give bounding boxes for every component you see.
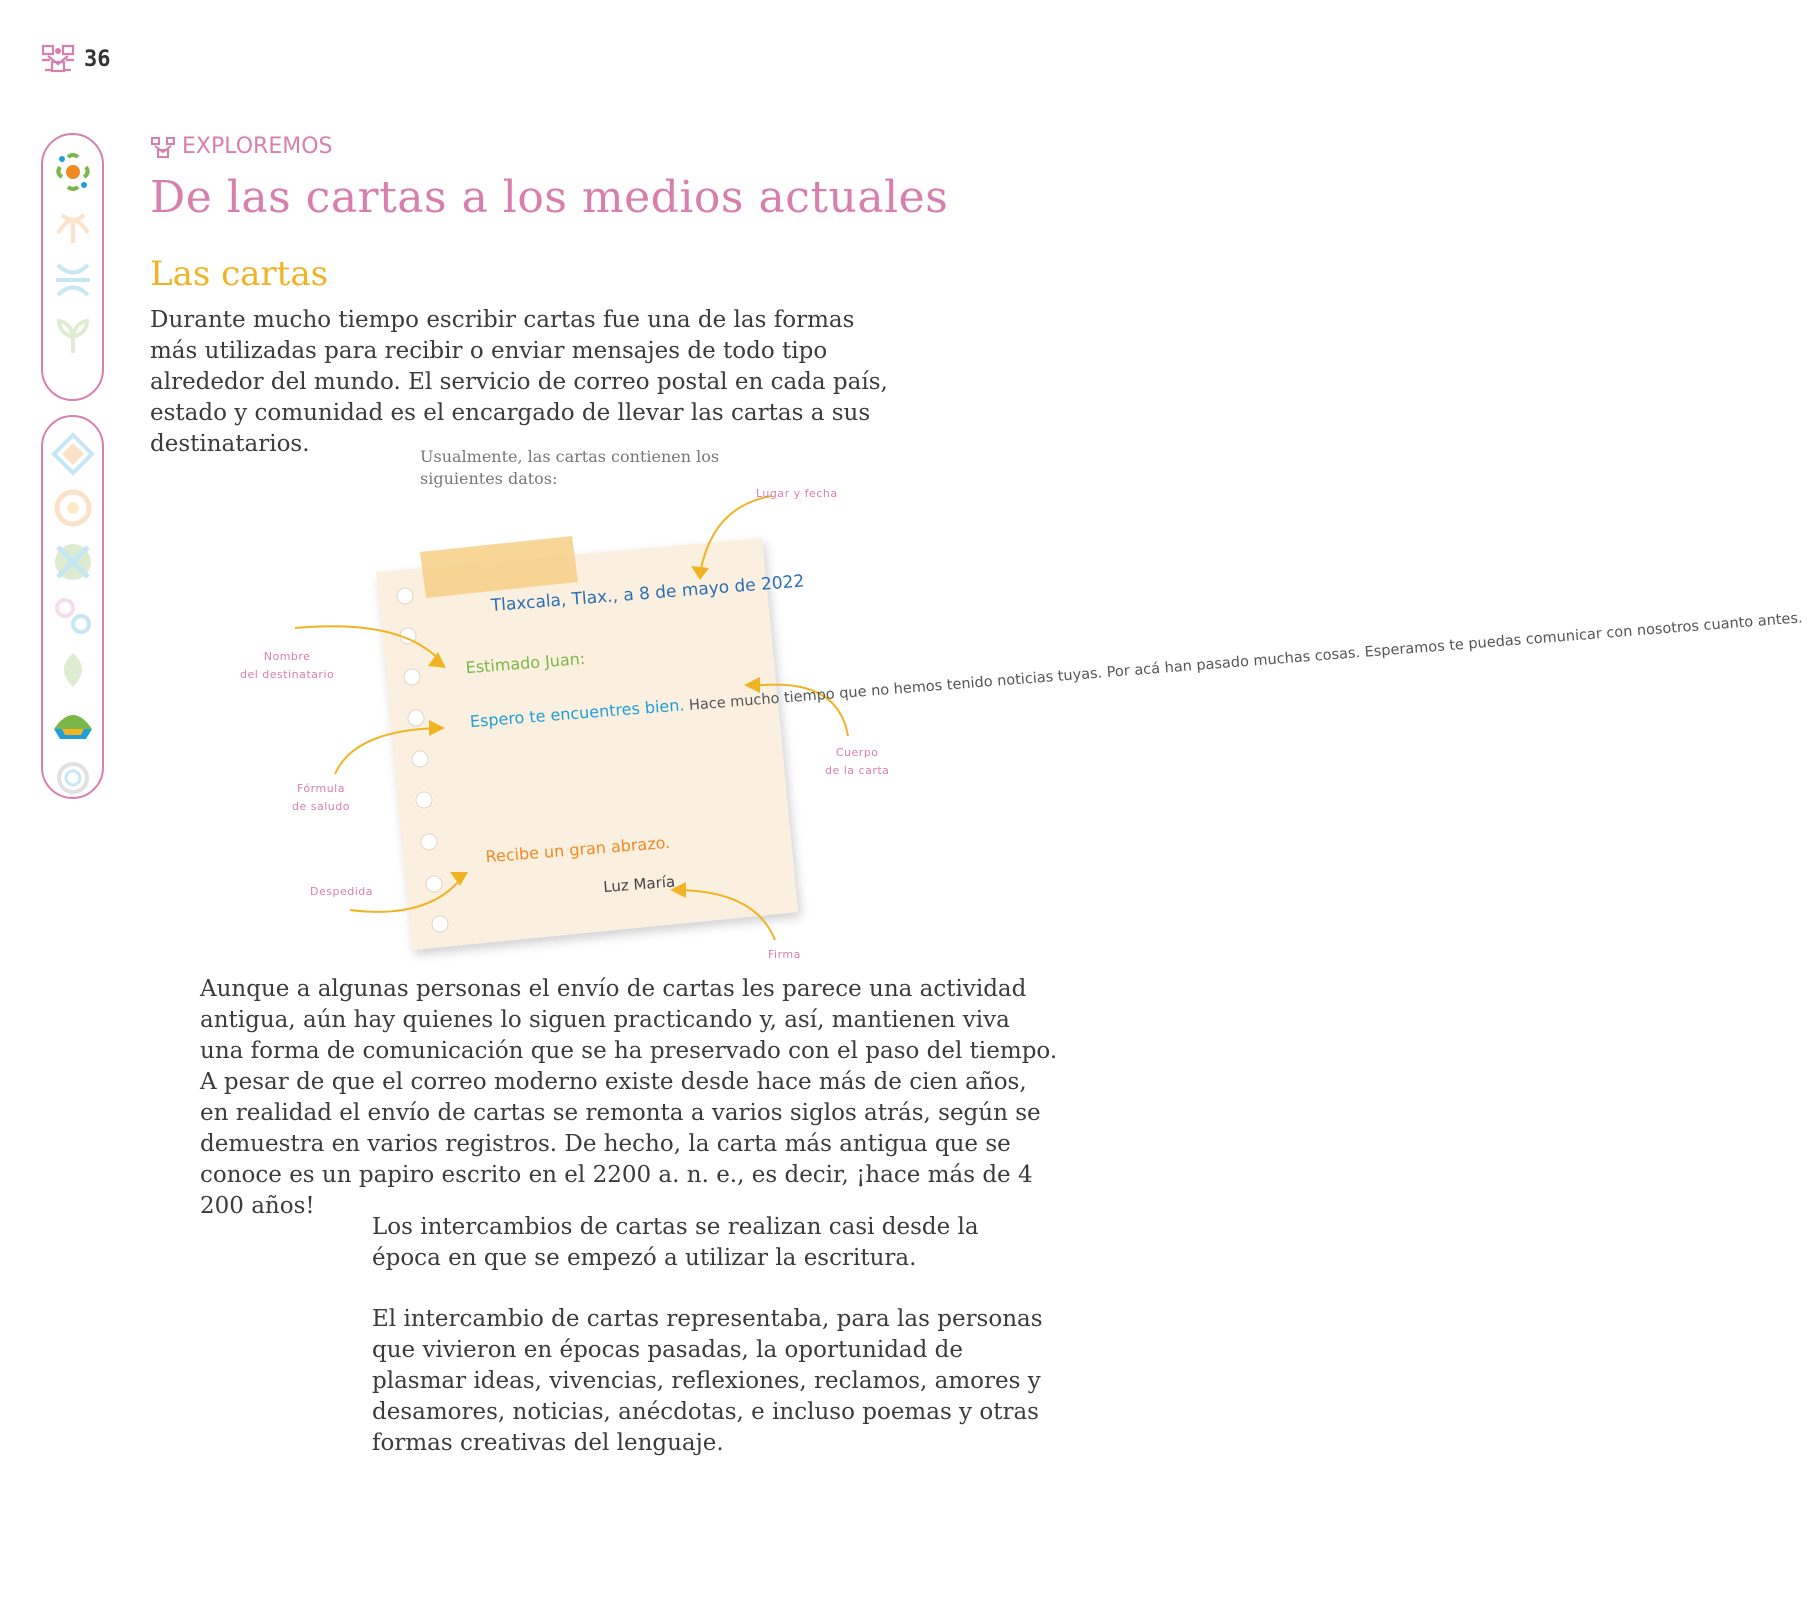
- chain-icon: [50, 593, 96, 639]
- label-greeting: [292, 780, 350, 816]
- subtitle: Las cartas: [150, 254, 329, 294]
- mound-icon: [50, 701, 96, 747]
- pattern-orange-icon: [50, 203, 96, 249]
- label-place-date: Lugar y fecha: [756, 487, 838, 500]
- body-paragraph-4: El intercambio de cartas representaba, para las personas que vivieron en épocas pasadas, la oportunidad de plasmar ideas, vivencias, reflexiones, reclamos, amores y desamores, noticias, anécdotas, e incluso poemas y otras formas creativas del lenguaje.: [372, 1306, 1043, 1456]
- label-farewell: Despedida: [310, 885, 373, 898]
- pattern-blue-icon: [50, 257, 96, 303]
- section-glyph-icon: [150, 135, 176, 159]
- decorative-glyph-icon: [40, 42, 76, 76]
- woven-circle-icon: [50, 539, 96, 585]
- intro-paragraph: Durante mucho tiempo escribir cartas fue una de las formas más utilizadas para recibir o enviar mensajes de todo tipo alrededor del mundo. El servicio de correo postal en cada país, estado y comunidad es el encargado de llevar las cartas a sus destinatarios.: [150, 307, 888, 457]
- label-recipient-line2: del destinatario: [240, 668, 335, 681]
- label-recipient: [240, 648, 334, 684]
- label-greeting-line2: de saludo: [292, 800, 350, 813]
- letter-body-opening: Espero te encuentres bien.: [469, 695, 686, 732]
- body-paragraph-2: Aunque a algunas personas el envío de cartas les parece una actividad antigua, aún hay quienes lo siguen practicando y, así, mantienen viva una forma de comunicación que se ha preservado con el paso del tiempo. A pesar de que el correo moderno existe desde hace más de cien años, en realidad el envío de cartas se remonta a varios siglos atrás, según se demuestra en varios registros. De hecho, la carta más antigua que se conoce es un papiro escrito en el 2200 a. n. e., es decir, ¡hace más de 4 200 años!: [200, 976, 1058, 1219]
- plant-icon: [50, 311, 96, 357]
- letter-greeting: Estimado Juan:: [464, 648, 586, 678]
- letter-place-date: Tlaxcala, Tlax., a 8 de mayo de 2022: [490, 571, 806, 617]
- community-circle-icon: [50, 149, 96, 195]
- side-nav-group-top: [41, 133, 104, 401]
- label-signature: Firma: [768, 948, 801, 961]
- label-greeting-line1: Fórmula: [296, 782, 345, 795]
- body-paragraph-3: Los intercambios de cartas se realizan casi desde la época en que se empezó a utilizar la escritura.: [372, 1214, 979, 1271]
- label-recipient-line1: Nombre: [263, 650, 311, 663]
- section-label-text: EXPLOREMOS: [182, 134, 333, 159]
- page-number: [40, 42, 111, 76]
- label-body: [825, 744, 889, 780]
- letter-signature: Luz María: [602, 872, 676, 897]
- leaf-icon: [50, 647, 96, 693]
- label-body-line1: Cuerpo: [835, 746, 879, 759]
- section-label: [150, 134, 332, 159]
- diamond-pattern-icon: [50, 431, 96, 477]
- letter-closing: Recibe un gran abrazo.: [484, 832, 671, 867]
- figure-caption: Usualmente, las cartas contienen los siguientes datos:: [420, 447, 720, 488]
- page-number-text: 36: [84, 46, 111, 72]
- ring-icon: [50, 755, 96, 801]
- letter-body-rest: Hace mucho tiempo que no hemos tenido noticias tuyas. Por acá han pasado muchas cosas. Esperamos te puedas comunicar con nosotros cuanto antes.: [688, 610, 1804, 714]
- page-title: De las cartas a los medios actuales: [150, 172, 949, 223]
- side-nav-group-bottom: [41, 415, 104, 799]
- label-body-line2: de la carta: [825, 764, 890, 777]
- spiral-icon: [50, 485, 96, 531]
